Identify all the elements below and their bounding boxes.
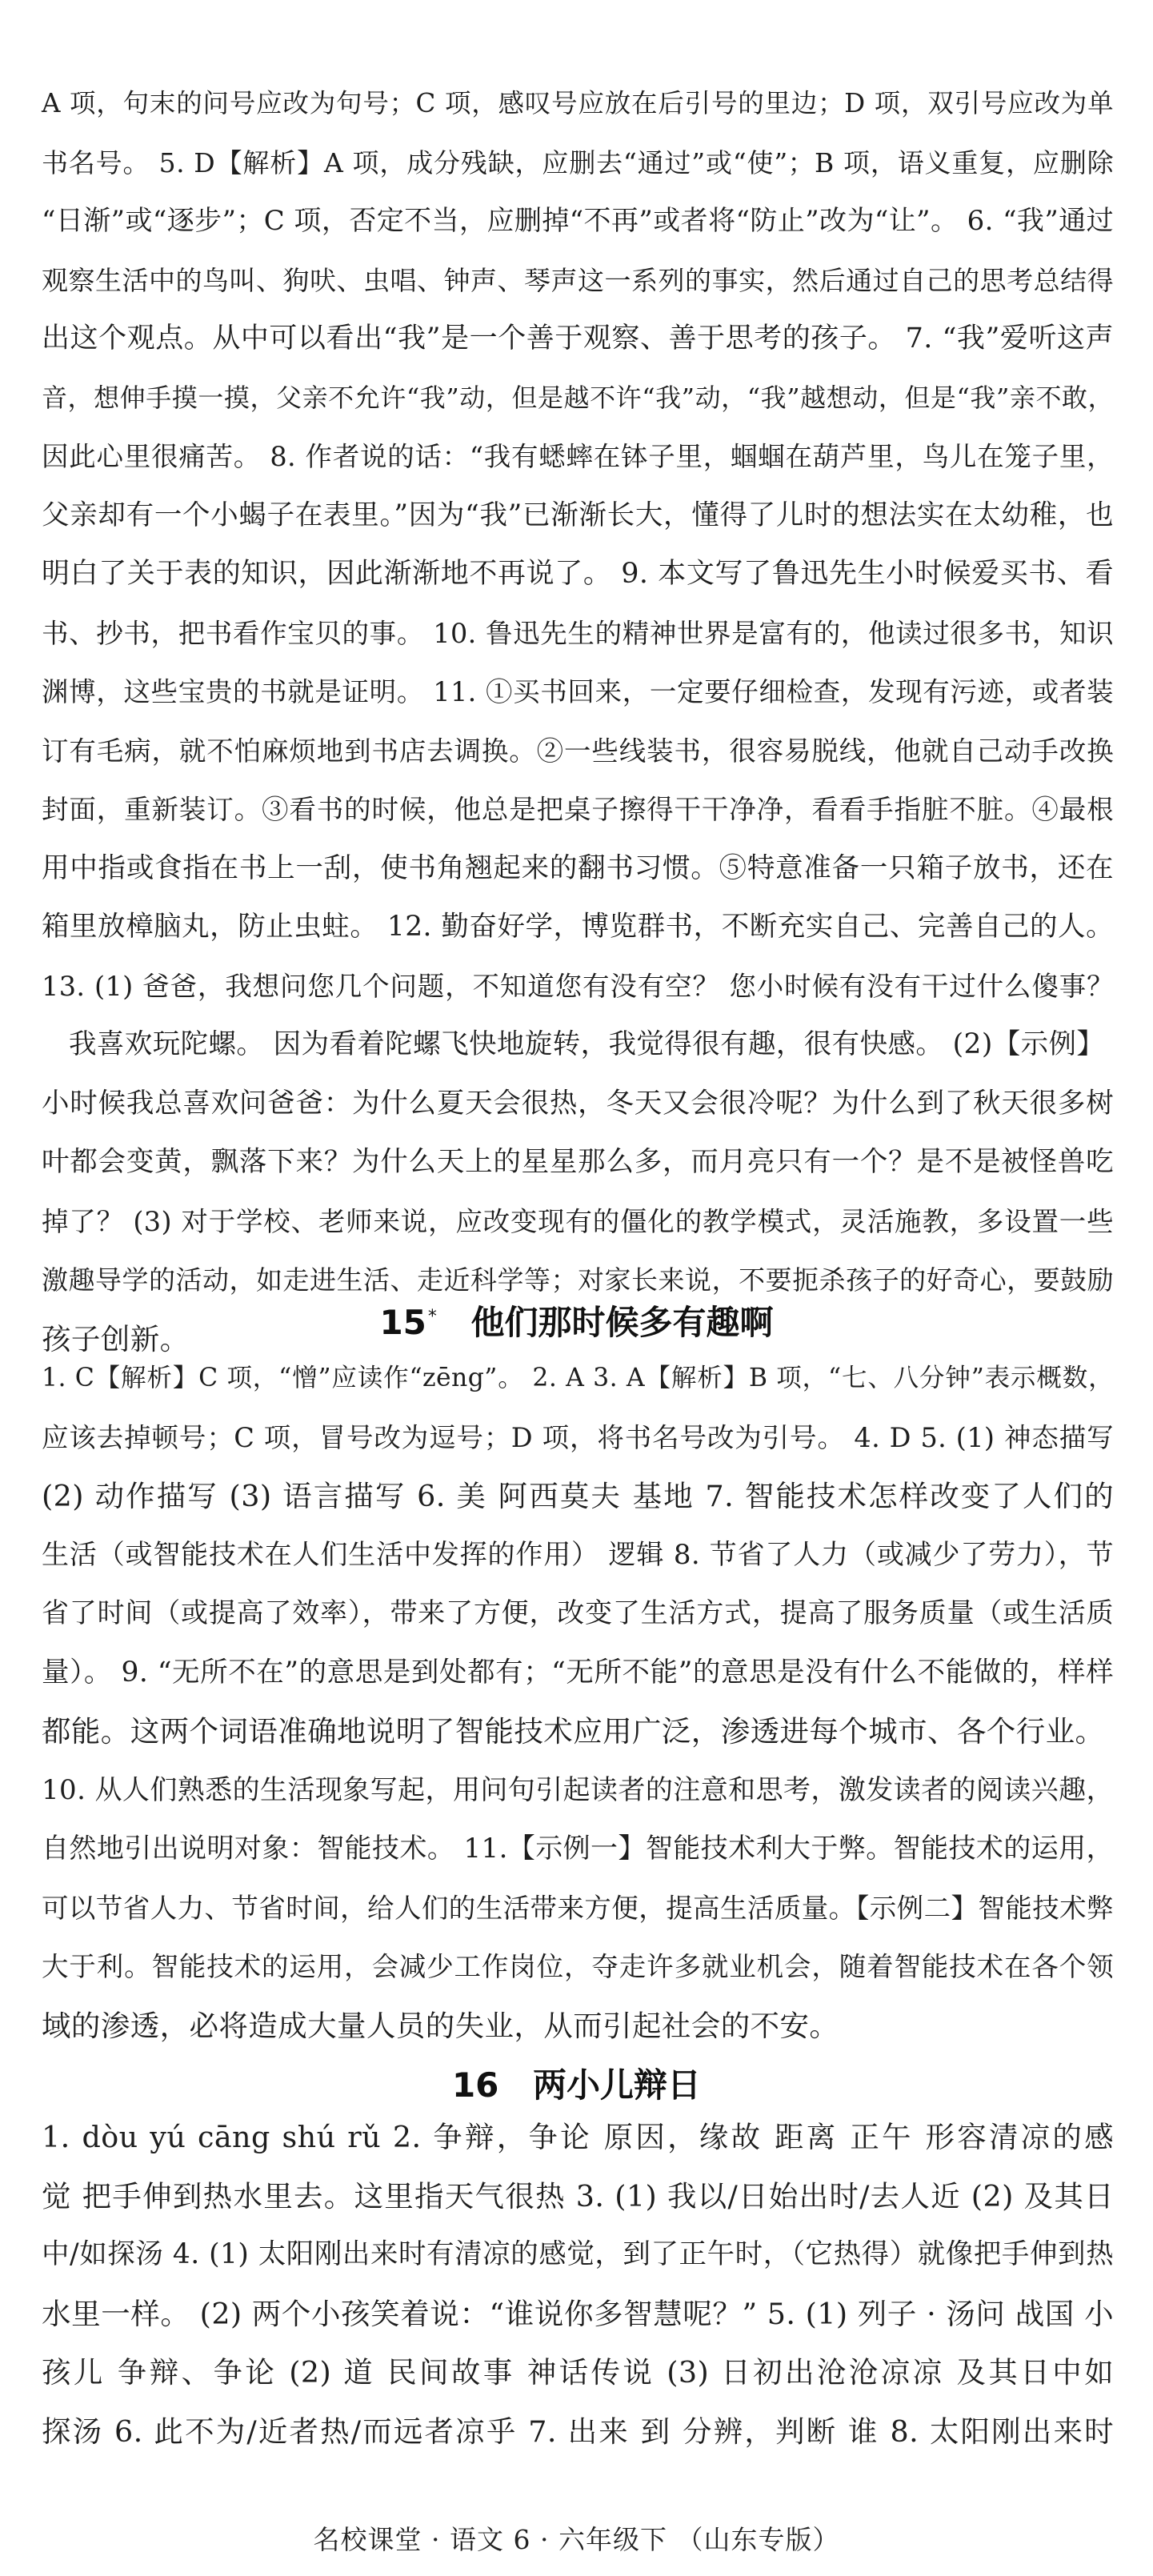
text-line: “日渐”或“逐步”；C 项，否定不当，应删掉“不再”或者将“防止”改为“让”。 6. “我”通过 — [42, 205, 1114, 237]
text-line: 可以节省人力、节省时间，给人们的生活带来方便，提高生活质量。【示例二】智能技术弊 — [42, 1892, 1114, 1924]
text-line: 都能。这两个词语准确地说明了智能技术应用广泛，渗透进每个城市、各个行业。 — [42, 1714, 1105, 1749]
text-line: 父亲却有一个小蝎子在表里。”因为“我”已渐渐长大，懂得了儿时的想法实在太幼稚，也 — [42, 499, 1114, 531]
text-line: 掉了？ (3) 对于学校、老师来说，应改变现有的僵化的教学模式，灵活施教，多设置一些 — [42, 1205, 1114, 1237]
text-line: 用中指或食指在书上一刮，使书角翘起来的翻书习惯。⑤特意准备一只箱子放书，还在 — [42, 851, 1114, 884]
text-line: 小时候我总喜欢问爸爸：为什么夏天会很热，冬天又会很冷呢？为什么到了秋天很多树 — [42, 1087, 1114, 1120]
text-line: 叶都会变黄，飘落下来？为什么天上的星星那么多，而月亮只有一个？是不是被怪兽吃 — [42, 1146, 1114, 1178]
text-line: 自然地引出说明对象：智能技术。 11.【示例一】智能技术利大于弊。智能技术的运用， — [42, 1833, 1114, 1865]
text-line: 订有毛病，就不怕麻烦地到书店去调换。②一些线装书，很容易脱线，他就自己动手改换 — [42, 735, 1114, 767]
answer-block-15 — [42, 1349, 1114, 2055]
text-line: 域的渗透，必将造成大量人员的失业，从而引起社会的不安。 — [42, 2008, 839, 2043]
text-line: 生活（或智能技术在人们生活中发挥的作用） 逻辑 8. 节省了人力（或减少了劳力），节 — [42, 1538, 1114, 1571]
text-line: 13. (1) 爸爸，我想问您几个问题，不知道您有没有空？ 您小时候有没有干过什么傻事？ — [42, 970, 1114, 1002]
text-line: 应该去掉顿号；C 项，冒号改为逗号；D 项，将书名号改为引号。 4. D 5. (1) 神态描写 — [42, 1421, 1114, 1453]
answer-block-14 — [42, 74, 1114, 1368]
text-line: 书名号。 5. D【解析】A 项，成分残缺，应删去“通过”或“使”；B 项，语义重复，应删除 — [42, 146, 1114, 178]
text-line: 探汤 6. 此不为/近者热/而远者凉乎 7. 出来 到 分辨，判断 谁 8. 太阳刚出来时 — [42, 2414, 1114, 2449]
text-line: 1. C【解析】C 项，“憎”应读作“zēng”。 2. A 3. A【解析】B 项，“七、八分钟”表示概数， — [42, 1364, 1114, 1392]
text-line: 因此心里很痛苦。 8. 作者说的话：“我有蟋蟀在钵子里，蝈蝈在葫芦里，鸟儿在笼子里， — [42, 441, 1114, 472]
text-line: 书、抄书，把书看作宝贝的事。 10. 鲁迅先生的精神世界是富有的，他读过很多书，知识 — [42, 617, 1114, 649]
text-line: (2) 动作描写 (3) 语言描写 6. 美 阿西莫夫 基地 7. 智能技术怎样改变了人们的 — [42, 1479, 1114, 1513]
lesson-16-heading — [0, 2059, 1153, 2107]
page-footer: 名校课堂 · 语文 6 · 六年级下 （山东专版） — [313, 2524, 840, 2555]
answer-block-16 — [42, 2108, 1114, 2461]
text-line: 箱里放樟脑丸，防止虫蛀。 12. 勤奋好学，博览群书，不断充实自己、完善自己的人。 — [42, 911, 1114, 943]
lesson-number: 15* — [379, 1303, 437, 1342]
text-line: 我喜欢玩陀螺。 因为看着陀螺飞快地旋转，我觉得很有趣，很有快感。 (2)【示例】 — [69, 1028, 1105, 1060]
text-line: A 项，句末的问号应改为句号；C 项，感叹号应放在后引号的里边；D 项，双引号应改为单 — [42, 88, 1114, 118]
text-line: 音，想伸手摸一摸，父亲不允许“我”动，但是越不许“我”动，“我”越想动，但是“我”亲不敢， — [42, 382, 1114, 413]
text-line: 封面，重新装订。③看书的时候，他总是把桌子擦得干干净净，看看手指脏不脏。④最根 — [42, 794, 1114, 825]
text-line: 觉 把手伸到热水里去。这里指天气很热 3. (1) 我以/日始出时/去人近 (2) 及其日 — [42, 2178, 1114, 2213]
text-line: 10. 从人们熟悉的生活现象写起，用问句引起读者的注意和思考，激发读者的阅读兴趣， — [42, 1773, 1114, 1806]
text-line: 孩儿 争辩、争论 (2) 道 民间故事 神话传说 (3) 日初出沧沧凉凉 及其日中如 — [42, 2355, 1114, 2390]
text-line: 激趣导学的活动，如走进生活、走近科学等；对家长来说，不要扼杀孩子的好奇心，要鼓励 — [42, 1264, 1114, 1296]
lesson-title: 他们那时候多有趣啊 — [470, 1303, 774, 1342]
text-line: 大于利。智能技术的运用，会减少工作岗位，夺走许多就业机会，随着智能技术在各个领 — [42, 1951, 1114, 1982]
text-line: 中/如探汤 4. (1) 太阳刚出来时有清凉的感觉，到了正午时，（它热得）就像把手伸到热 — [42, 2238, 1114, 2270]
lesson-15-heading — [0, 1296, 1153, 1344]
text-line: 省了时间（或提高了效率），带来了方便，改变了生活方式，提高了服务质量（或生活质 — [42, 1597, 1114, 1629]
text-line: 水里一样。 (2) 两个小孩笑着说：“谁说你多智慧呢？” 5. (1) 列子 · 汤问 战国 小 — [42, 2296, 1114, 2331]
lesson-title: 两小儿辩日 — [533, 2065, 702, 2105]
text-line: 孩子创新。 — [42, 1321, 190, 1356]
lesson-number: 16 — [451, 2065, 499, 2105]
text-line: 观察生活中的鸟叫、狗吠、虫唱、钟声、琴声这一系列的事实，然后通过自己的思考总结得 — [42, 264, 1114, 296]
text-line: 1. dòu yú cāng shú rǔ 2. 争辩，争论 原因，缘故 距离 正午 形容清凉的感 — [42, 2120, 1114, 2154]
text-line: 出这个观点。从中可以看出“我”是一个善于观察、善于思考的孩子。 7. “我”爱听这声 — [42, 323, 1114, 355]
text-line: 量）。 9. “无所不在”的意思是到处都有；“无所不能”的意思是没有什么不能做的，样样 — [42, 1656, 1114, 1689]
text-line: 渊博，这些宝贵的书就是证明。 11. ①买书回来，一定要仔细检查，发现有污迹，或者装 — [42, 676, 1114, 707]
text-line: 明白了关于表的知识，因此渐渐地不再说了。 9. 本文写了鲁迅先生小时候爱买书、看 — [42, 558, 1114, 590]
